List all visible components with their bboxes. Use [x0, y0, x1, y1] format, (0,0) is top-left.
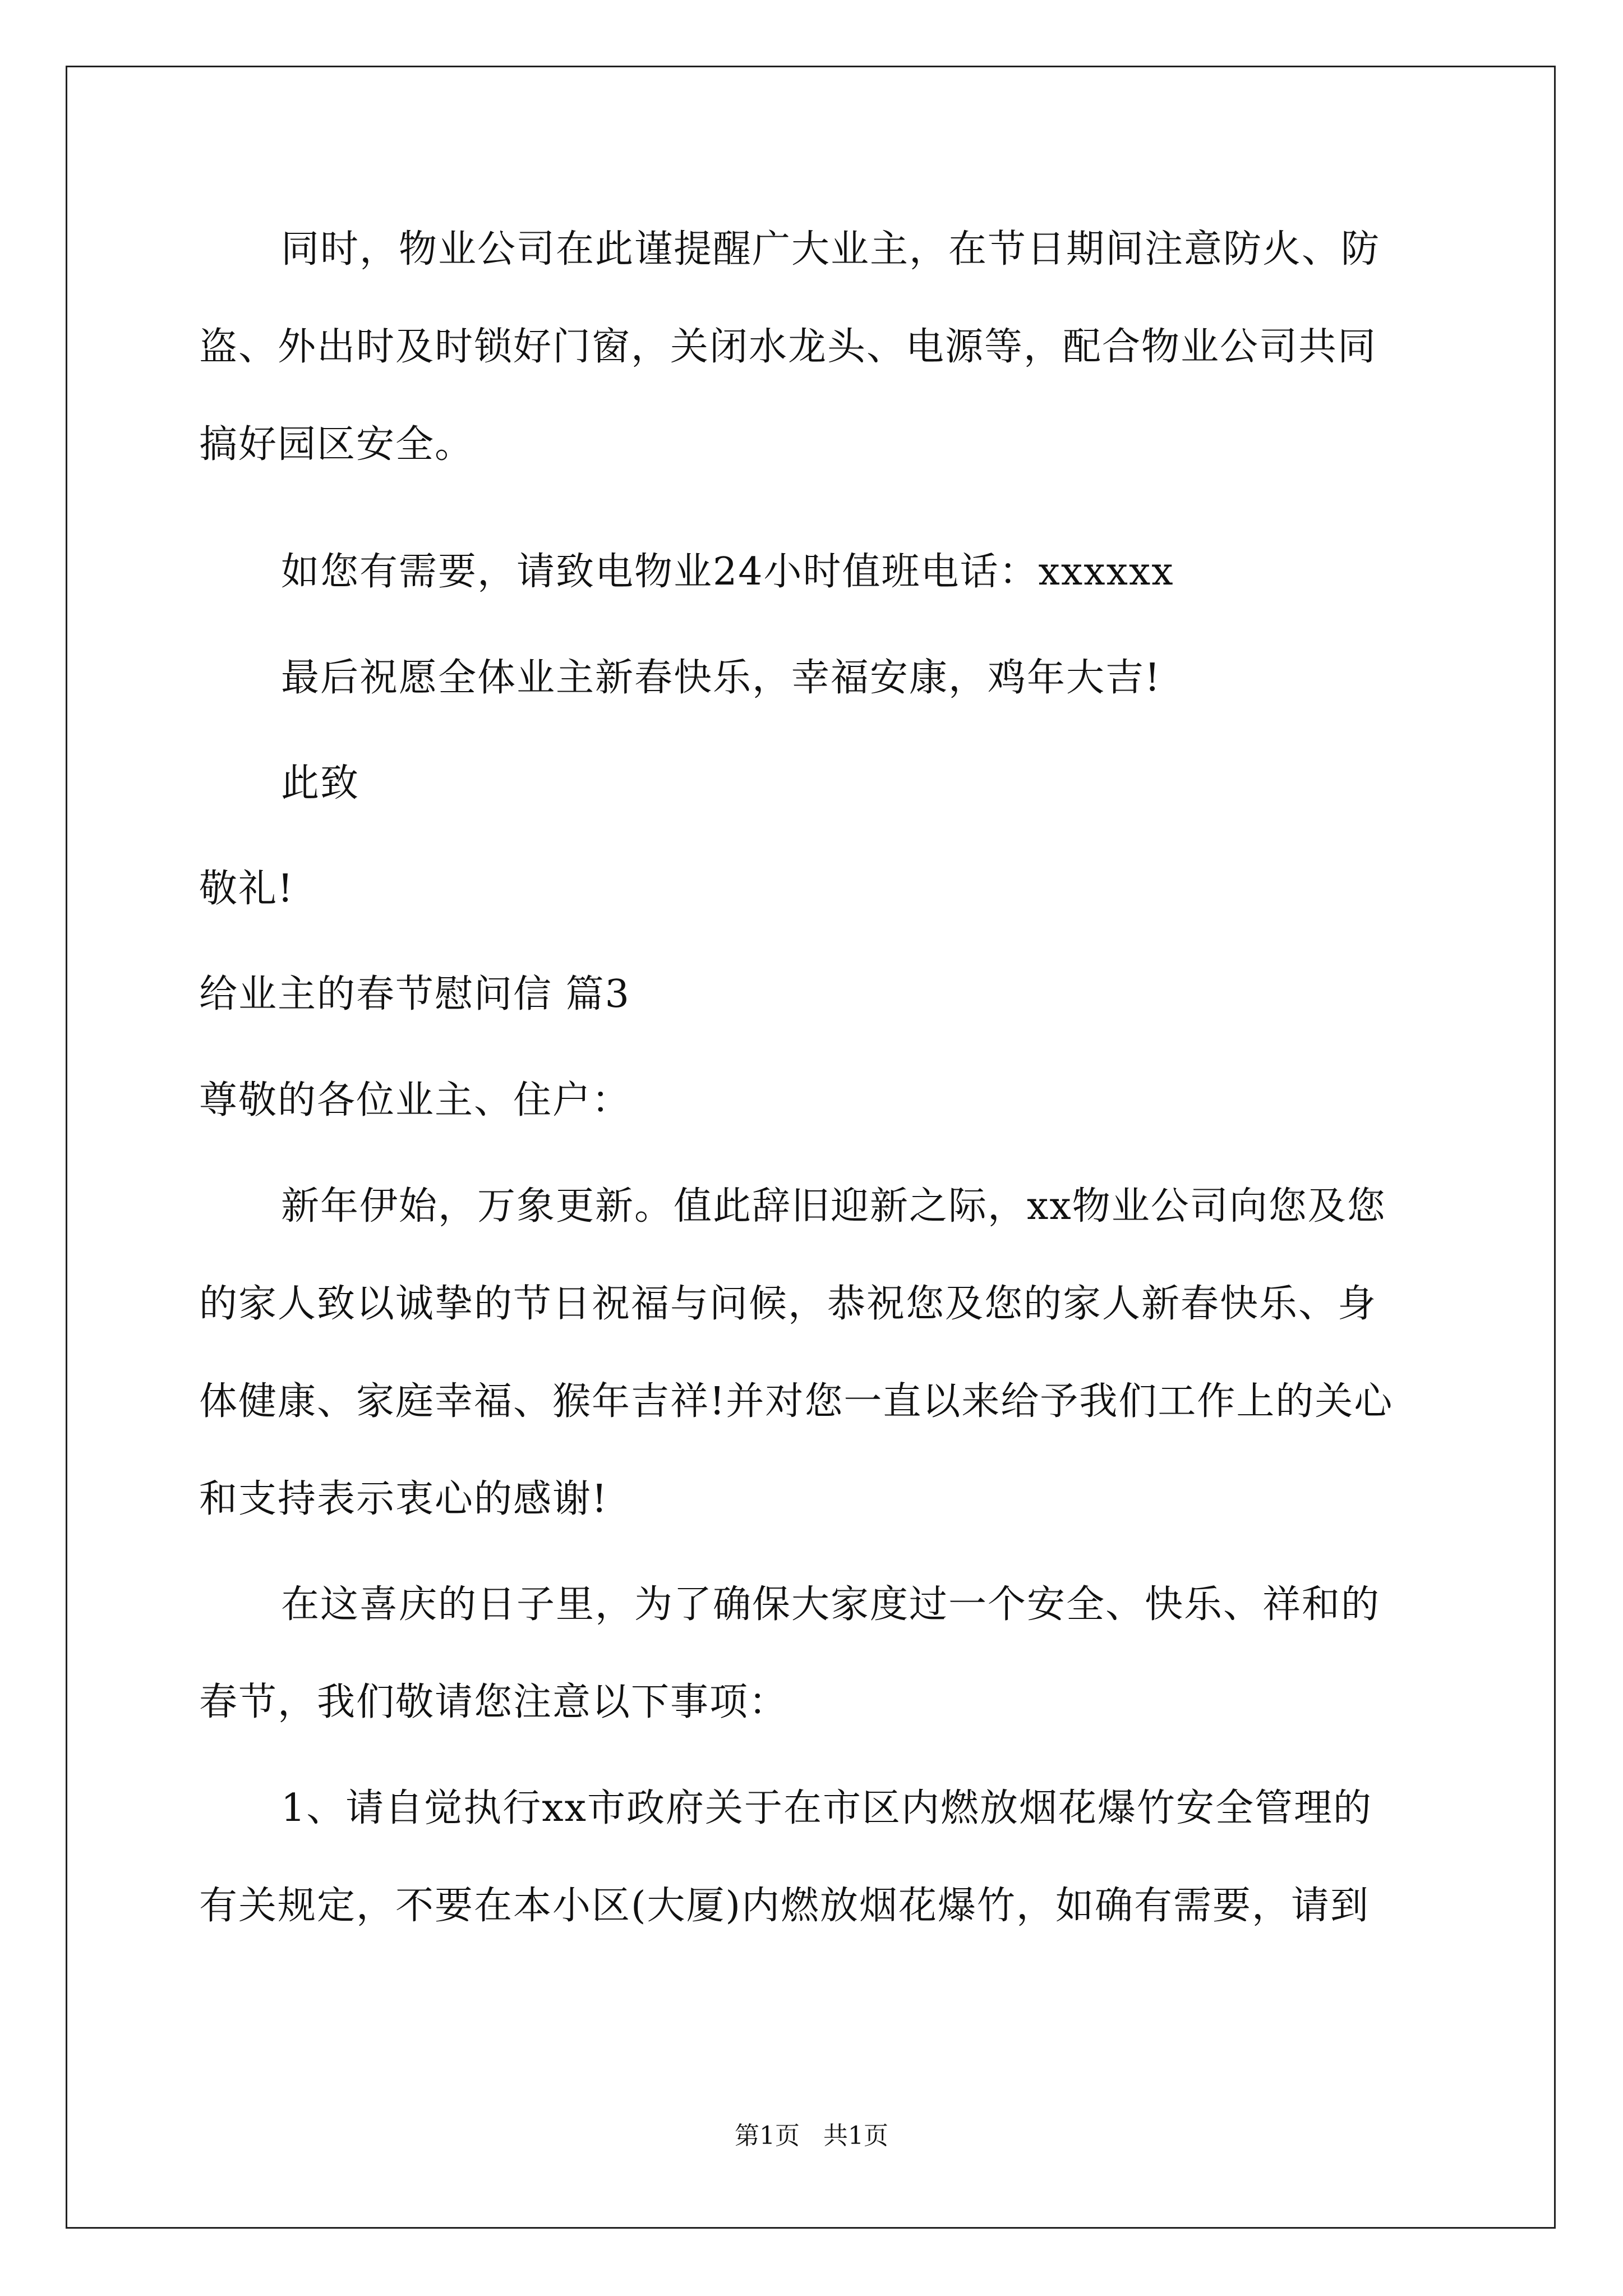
- paragraph-line: 盗、外出时及时锁好门窗，关闭水龙头、电源等，配合物业公司共同: [199, 325, 1377, 369]
- salutation-line: 敬礼!: [199, 867, 294, 911]
- paragraph-line: 最后祝愿全体业主新春快乐，幸福安康，鸡年大吉!: [281, 656, 1161, 700]
- greeting-line: 尊敬的各位业主、住户：: [199, 1078, 631, 1122]
- paragraph-line: 新年伊始，万象更新。值此辞旧迎新之际，xx物业公司向您及您: [281, 1184, 1386, 1228]
- closing-line: 此致: [281, 761, 360, 806]
- section-heading: 给业主的春节慰问信 篇3: [199, 972, 630, 1016]
- page-footer: 第1页 共1页: [735, 2122, 888, 2150]
- paragraph-line: 在这喜庆的日子里，为了确保大家度过一个安全、快乐、祥和的: [281, 1582, 1381, 1627]
- list-item-line: 1、请自觉执行xx市政府关于在市区内燃放烟花爆竹安全管理的: [281, 1786, 1372, 1830]
- list-item-line: 有关规定，不要在本小区(大厦)内燃放烟花爆竹，如确有需要，请到: [199, 1884, 1370, 1928]
- paragraph-line: 体健康、家庭幸福、猴年吉祥!并对您一直以来给予我们工作上的关心: [199, 1379, 1394, 1424]
- paragraph-line: 的家人致以诚挚的节日祝福与问候，恭祝您及您的家人新春快乐、身: [199, 1282, 1377, 1326]
- paragraph-line: 和支持表示衷心的感谢!: [199, 1477, 608, 1521]
- paragraph-line: 搞好园区安全。: [199, 422, 474, 467]
- paragraph-line: 如您有需要，请致电物业24小时值班电话：xxxxxx: [281, 550, 1174, 594]
- paragraph-line: 春节，我们敬请您注意以下事项：: [199, 1680, 789, 1724]
- paragraph-line: 同时，物业公司在此谨提醒广大业主，在节日期间注意防火、防: [281, 227, 1381, 272]
